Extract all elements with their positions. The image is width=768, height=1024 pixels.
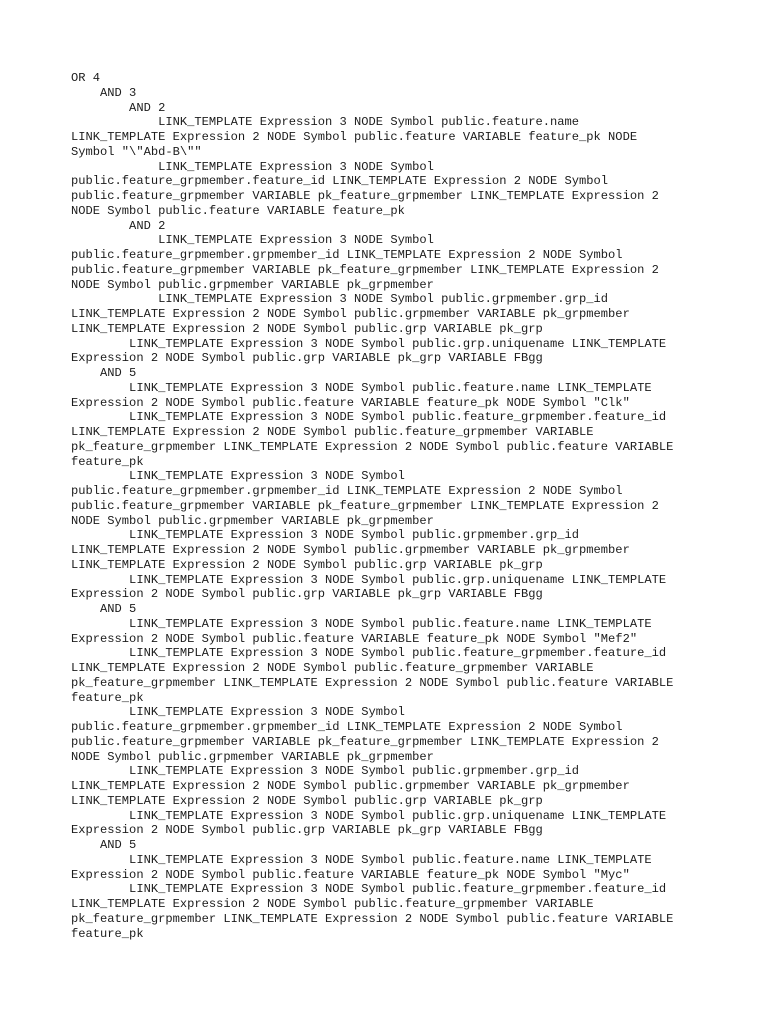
text-line: LINK_TEMPLATE Expression 2 NODE Symbol public.grpmember VARIABLE pk_grpmember: [71, 779, 630, 793]
text-line: AND 5: [71, 602, 137, 616]
text-line: AND 5: [71, 838, 137, 852]
text-line: AND 2: [71, 218, 166, 233]
text-line: public.feature_grpmember VARIABLE pk_feature_grpmember LINK_TEMPLATE Expression 2: [71, 189, 659, 203]
text-line: LINK_TEMPLATE Expression 3 NODE Symbol public.grp.uniquename LINK_TEMPLATE: [71, 336, 667, 351]
text-line: LINK_TEMPLATE Expression 3 NODE Symbol public.feature.name: [71, 115, 580, 130]
text-line: LINK_TEMPLATE Expression 3 NODE Symbol public.grpmember.grp_id: [71, 764, 580, 779]
text-line: NODE Symbol public.grpmember VARIABLE pk_grpmember: [71, 749, 434, 764]
text-line: OR 4: [71, 71, 101, 85]
text-line: LINK_TEMPLATE Expression 3 NODE Symbol public.grp.uniquename LINK_TEMPLATE: [71, 808, 667, 823]
text-line: feature_pk: [71, 690, 144, 705]
text-line: LINK_TEMPLATE Expression 3 NODE Symbol public.grp.uniquename LINK_TEMPLATE: [71, 572, 667, 587]
text-line: LINK_TEMPLATE Expression 3 NODE Symbol public.feature.name LINK_TEMPLATE: [71, 380, 652, 395]
text-line: Expression 2 NODE Symbol public.grp VARIABLE pk_grp VARIABLE FBgg: [71, 351, 543, 366]
text-line: NODE Symbol public.feature VARIABLE feature_pk: [71, 203, 405, 218]
text-line: LINK_TEMPLATE Expression 3 NODE Symbol public.feature_grpmember.feature_id: [71, 410, 667, 425]
text-line: public.feature_grpmember VARIABLE pk_feature_grpmember LINK_TEMPLATE Expression 2: [71, 734, 659, 749]
text-line: LINK_TEMPLATE Expression 2 NODE Symbol public.feature_grpmember VARIABLE: [71, 661, 594, 675]
text-line: LINK_TEMPLATE Expression 2 NODE Symbol public.feature_grpmember VARIABLE: [71, 897, 594, 911]
text-line: Expression 2 NODE Symbol public.feature VARIABLE feature_pk NODE Symbol "Mef2": [71, 631, 638, 646]
text-line: feature_pk: [71, 926, 144, 941]
text-line: Expression 2 NODE Symbol public.feature VARIABLE feature_pk NODE Symbol "Clk": [71, 395, 630, 410]
text-line: LINK_TEMPLATE Expression 2 NODE Symbol public.feature_grpmember VARIABLE: [71, 425, 594, 439]
text-line: LINK_TEMPLATE Expression 3 NODE Symbol: [71, 233, 434, 248]
text-line: Expression 2 NODE Symbol public.grp VARIABLE pk_grp VARIABLE FBgg: [71, 823, 543, 838]
text-line: pk_feature_grpmember LINK_TEMPLATE Expression 2 NODE Symbol public.feature VARIABLE: [71, 675, 674, 690]
text-line: LINK_TEMPLATE Expression 2 NODE Symbol public.grpmember VARIABLE pk_grpmember: [71, 543, 630, 557]
text-line: AND 2: [71, 100, 166, 115]
text-line: LINK_TEMPLATE Expression 3 NODE Symbol: [71, 705, 405, 720]
text-line: Symbol "\"Abd-B\"": [71, 144, 202, 159]
text-line: AND 5: [71, 366, 137, 380]
text-line: LINK_TEMPLATE Expression 3 NODE Symbol public.feature_grpmember.feature_id: [71, 882, 667, 897]
text-line: pk_feature_grpmember LINK_TEMPLATE Expression 2 NODE Symbol public.feature VARIABLE: [71, 911, 674, 926]
text-line: LINK_TEMPLATE Expression 2 NODE Symbol public.grp VARIABLE pk_grp: [71, 793, 543, 808]
text-line: Expression 2 NODE Symbol public.grp VARIABLE pk_grp VARIABLE FBgg: [71, 587, 543, 602]
text-line: public.feature_grpmember.grpmember_id LINK_TEMPLATE Expression 2 NODE Symbol: [71, 484, 623, 498]
text-line: LINK_TEMPLATE Expression 3 NODE Symbol: [71, 469, 405, 484]
text-line: LINK_TEMPLATE Expression 3 NODE Symbol: [71, 159, 434, 174]
text-line: AND 3: [71, 85, 137, 100]
text-line: public.feature_grpmember VARIABLE pk_feature_grpmember LINK_TEMPLATE Expression 2: [71, 498, 659, 513]
text-line: public.feature_grpmember VARIABLE pk_feature_grpmember LINK_TEMPLATE Expression 2: [71, 262, 659, 277]
text-line: LINK_TEMPLATE Expression 2 NODE Symbol public.feature VARIABLE feature_pk NODE: [71, 130, 638, 144]
text-line: LINK_TEMPLATE Expression 2 NODE Symbol public.grpmember VARIABLE pk_grpmember: [71, 307, 630, 321]
text-line: feature_pk: [71, 454, 144, 469]
text-line: Expression 2 NODE Symbol public.feature VARIABLE feature_pk NODE Symbol "Myc": [71, 867, 630, 882]
text-line: public.feature_grpmember.grpmember_id LINK_TEMPLATE Expression 2 NODE Symbol: [71, 248, 623, 262]
document-page: [71, 71, 711, 941]
text-line: LINK_TEMPLATE Expression 3 NODE Symbol public.feature.name LINK_TEMPLATE: [71, 852, 652, 867]
text-line: pk_feature_grpmember LINK_TEMPLATE Expression 2 NODE Symbol public.feature VARIABLE: [71, 439, 674, 454]
text-line: LINK_TEMPLATE Expression 2 NODE Symbol public.grp VARIABLE pk_grp: [71, 557, 543, 572]
text-line: LINK_TEMPLATE Expression 3 NODE Symbol public.grpmember.grp_id: [71, 292, 609, 307]
text-line: public.feature_grpmember.feature_id LINK_TEMPLATE Expression 2 NODE Symbol: [71, 174, 609, 189]
text-line: public.feature_grpmember.grpmember_id LINK_TEMPLATE Expression 2 NODE Symbol: [71, 720, 623, 734]
text-line: LINK_TEMPLATE Expression 3 NODE Symbol public.feature_grpmember.feature_id: [71, 646, 667, 661]
text-line: NODE Symbol public.grpmember VARIABLE pk_grpmember: [71, 277, 434, 292]
text-line: LINK_TEMPLATE Expression 3 NODE Symbol public.feature.name LINK_TEMPLATE: [71, 616, 652, 631]
text-line: LINK_TEMPLATE Expression 3 NODE Symbol public.grpmember.grp_id: [71, 528, 580, 543]
text-line: NODE Symbol public.grpmember VARIABLE pk_grpmember: [71, 513, 434, 528]
text-line: LINK_TEMPLATE Expression 2 NODE Symbol public.grp VARIABLE pk_grp: [71, 321, 543, 336]
